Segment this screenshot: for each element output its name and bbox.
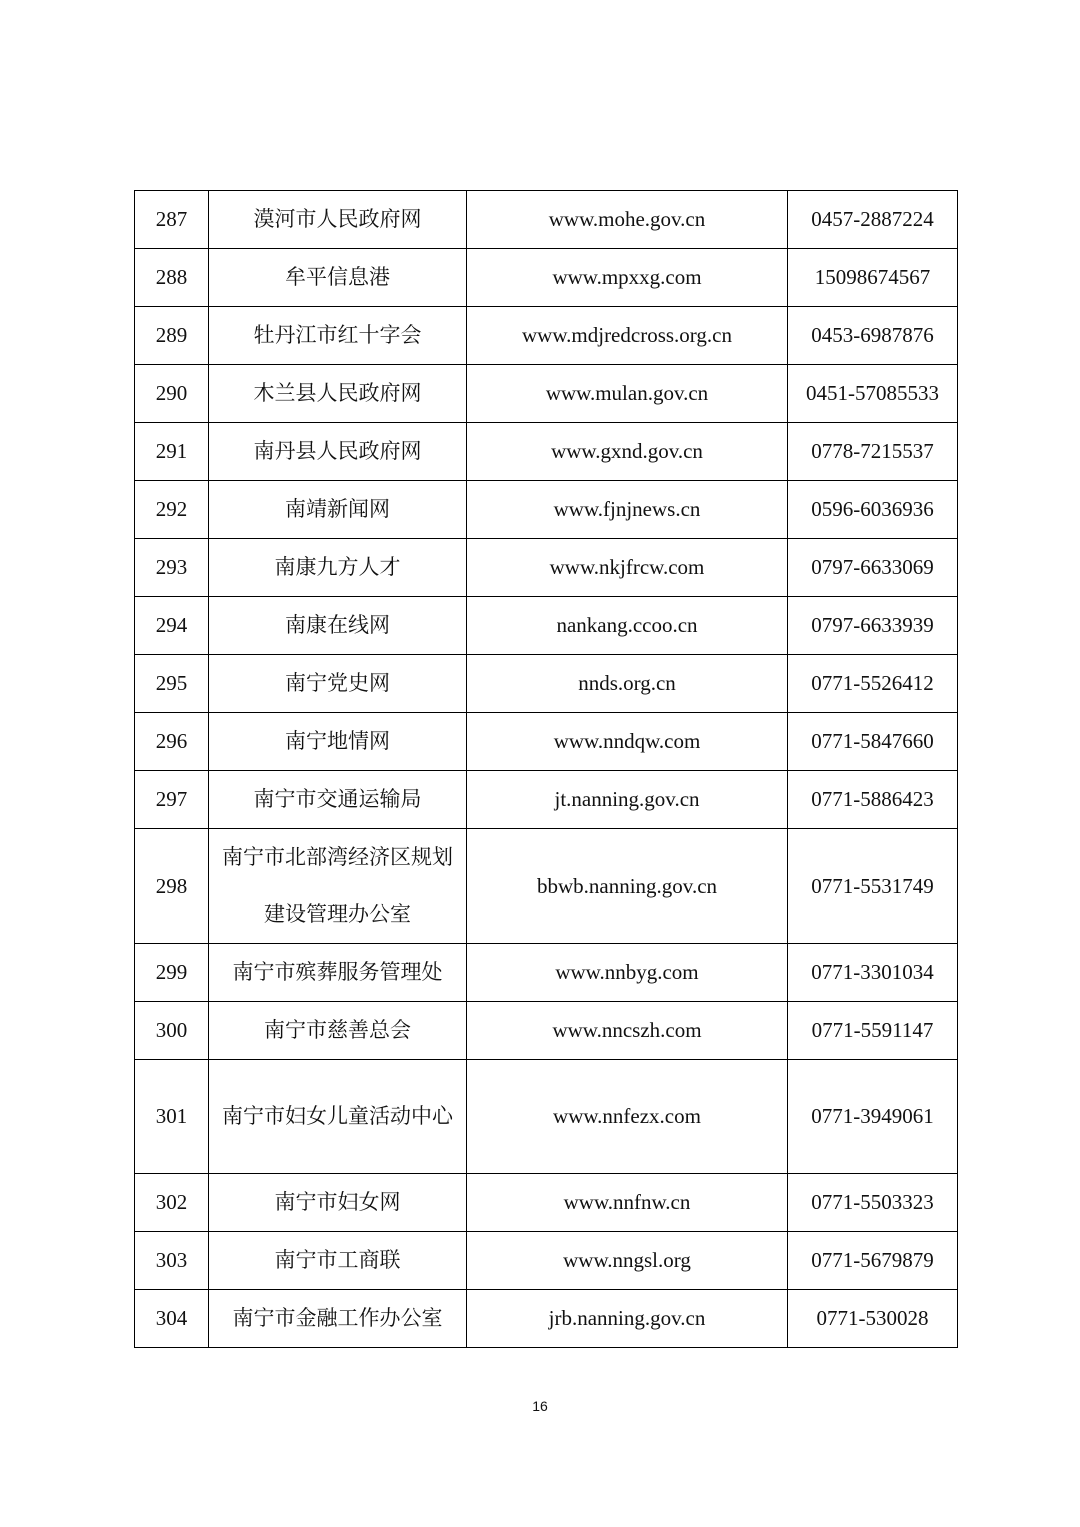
table-row [135,944,958,1002]
site-phone: 0771-5847660 [788,713,958,771]
site-phone: 0453-6987876 [788,307,958,365]
site-url: www.gxnd.gov.cn [467,423,788,481]
table-row [135,191,958,249]
site-phone: 0457-2887224 [788,191,958,249]
website-table [134,190,958,1348]
site-name: 牡丹江市红十字会 [209,307,467,365]
table-row [135,829,958,944]
site-name: 南宁市殡葬服务管理处 [209,944,467,1002]
site-phone: 0451-57085533 [788,365,958,423]
table-row [135,249,958,307]
site-name: 南丹县人民政府网 [209,423,467,481]
row-number: 302 [135,1174,209,1232]
table-row [135,539,958,597]
table-row [135,713,958,771]
site-url: www.mohe.gov.cn [467,191,788,249]
site-url: www.mulan.gov.cn [467,365,788,423]
site-name: 木兰县人民政府网 [209,365,467,423]
table-row [135,597,958,655]
site-phone: 0771-5886423 [788,771,958,829]
table-row [135,1290,958,1348]
site-phone: 0771-5591147 [788,1002,958,1060]
site-name: 南宁市金融工作办公室 [209,1290,467,1348]
site-url: www.mpxxg.com [467,249,788,307]
table-row [135,771,958,829]
site-phone: 0771-5531749 [788,829,958,944]
site-url: nnds.org.cn [467,655,788,713]
table-row [135,1060,958,1174]
site-name: 南康九方人才 [209,539,467,597]
site-url: nankang.ccoo.cn [467,597,788,655]
site-phone: 0778-7215537 [788,423,958,481]
row-number: 290 [135,365,209,423]
table-row [135,655,958,713]
site-url: bbwb.nanning.gov.cn [467,829,788,944]
site-url: www.nnbyg.com [467,944,788,1002]
row-number: 289 [135,307,209,365]
row-number: 288 [135,249,209,307]
site-name: 南靖新闻网 [209,481,467,539]
row-number: 298 [135,829,209,944]
row-number: 294 [135,597,209,655]
row-number: 299 [135,944,209,1002]
site-name: 南宁市北部湾经济区规划建设管理办公室 [209,829,467,944]
site-phone: 0771-3949061 [788,1060,958,1174]
website-table-body [135,191,958,1348]
site-phone: 0771-5526412 [788,655,958,713]
site-phone: 0771-5679879 [788,1232,958,1290]
row-number: 296 [135,713,209,771]
site-url: www.nnfnw.cn [467,1174,788,1232]
table-row [135,1002,958,1060]
site-url: www.nngsl.org [467,1232,788,1290]
row-number: 303 [135,1232,209,1290]
site-name: 牟平信息港 [209,249,467,307]
table-row [135,365,958,423]
site-name: 南宁市工商联 [209,1232,467,1290]
site-phone: 0596-6036936 [788,481,958,539]
site-phone: 0797-6633069 [788,539,958,597]
site-name: 南宁市妇女网 [209,1174,467,1232]
page-number: 16 [532,1398,548,1414]
site-phone: 0771-3301034 [788,944,958,1002]
site-url: www.fjnjnews.cn [467,481,788,539]
row-number: 295 [135,655,209,713]
site-phone: 0771-5503323 [788,1174,958,1232]
site-phone: 0797-6633939 [788,597,958,655]
row-number: 291 [135,423,209,481]
table-row [135,1174,958,1232]
table-row [135,481,958,539]
site-url: www.nkjfrcw.com [467,539,788,597]
row-number: 293 [135,539,209,597]
row-number: 301 [135,1060,209,1174]
site-name: 南宁市妇女儿童活动中心 [209,1060,467,1174]
site-phone: 0771-530028 [788,1290,958,1348]
row-number: 300 [135,1002,209,1060]
row-number: 304 [135,1290,209,1348]
site-url: www.nncszh.com [467,1002,788,1060]
row-number: 287 [135,191,209,249]
table-row [135,423,958,481]
site-url: www.mdjredcross.org.cn [467,307,788,365]
site-name: 南康在线网 [209,597,467,655]
site-name: 漠河市人民政府网 [209,191,467,249]
row-number: 297 [135,771,209,829]
site-name: 南宁地情网 [209,713,467,771]
row-number: 292 [135,481,209,539]
site-url: jrb.nanning.gov.cn [467,1290,788,1348]
table-row [135,307,958,365]
site-url: www.nnfezx.com [467,1060,788,1174]
site-phone: 15098674567 [788,249,958,307]
table-row [135,1232,958,1290]
site-name: 南宁党史网 [209,655,467,713]
site-name: 南宁市交通运输局 [209,771,467,829]
site-url: www.nndqw.com [467,713,788,771]
site-name: 南宁市慈善总会 [209,1002,467,1060]
site-url: jt.nanning.gov.cn [467,771,788,829]
